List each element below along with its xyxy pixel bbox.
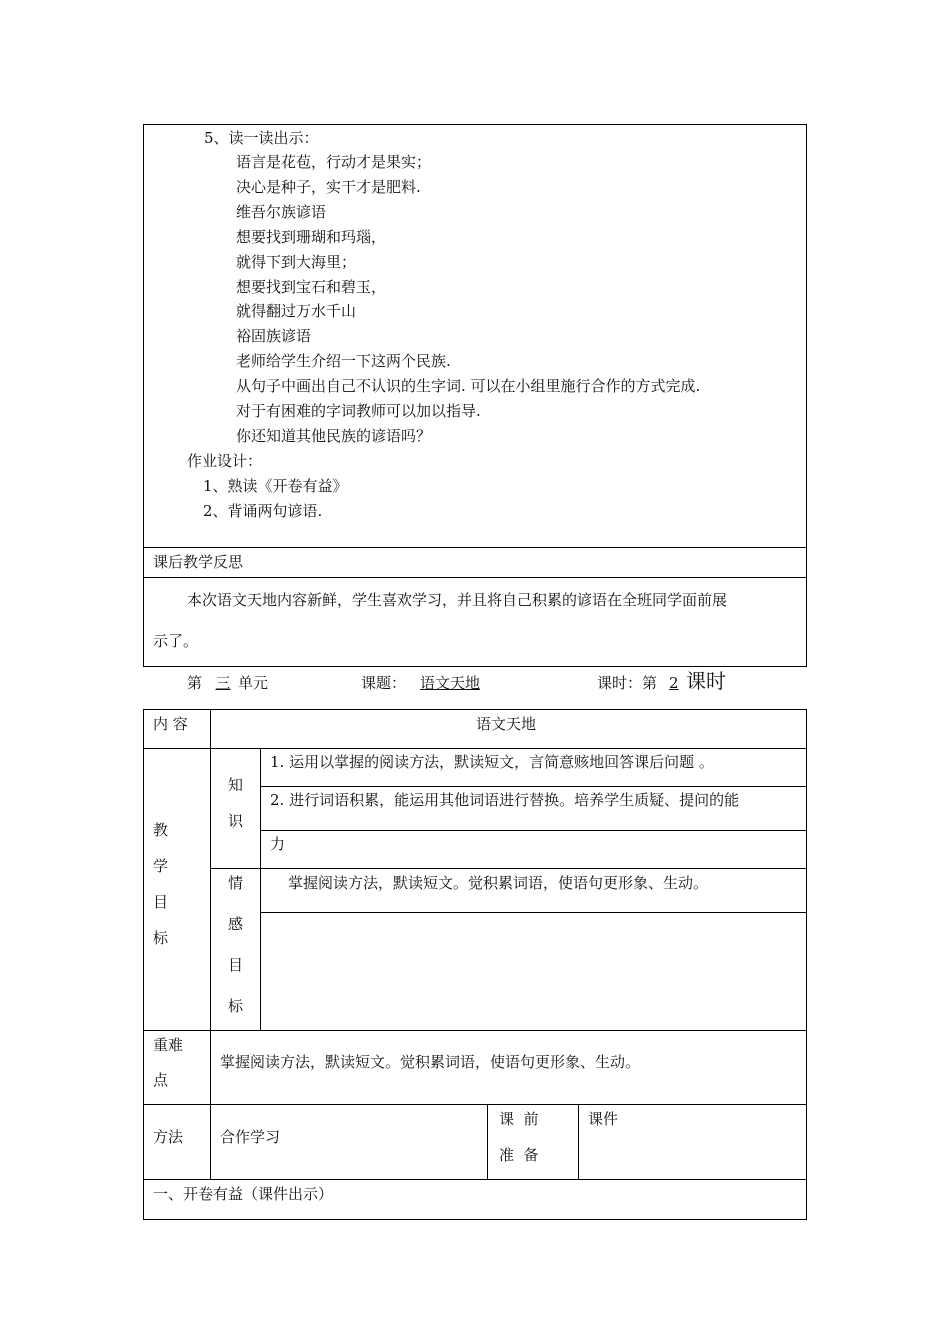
divider [578, 1104, 579, 1179]
key-label: 重难 [153, 1036, 184, 1054]
divider [260, 786, 807, 787]
text-line: 想要找到宝石和碧玉， [236, 278, 387, 296]
homework-title: 作业设计： [187, 452, 263, 470]
divider [143, 1179, 807, 1180]
divider [210, 709, 211, 1179]
divider [260, 830, 807, 831]
text-line: 从句子中画出自己不认识的生字词. 可以在小组里施行合作的方式完成. [236, 377, 701, 395]
content-label: 内 容 [153, 715, 188, 733]
emotion-label: 情 [228, 874, 244, 892]
text-line: 语言是花苞，行动才是果实； [236, 153, 432, 171]
homework-item: 2、背诵两句谚语. [203, 502, 323, 520]
text-line: 想要找到珊瑚和玛瑙， [236, 228, 387, 246]
divider [143, 577, 807, 578]
text-line: 维吾尔族谚语 [236, 203, 327, 221]
divider [143, 547, 807, 548]
divider [143, 1104, 807, 1105]
emotion-text: 掌握阅读方法，默读短文。觉积累词语，使语句更形象、生动。 [288, 874, 709, 892]
period-suffix: 课时 [686, 669, 726, 693]
key-text: 掌握阅读方法，默读短文。觉积累词语，使语句更形象、生动。 [220, 1053, 641, 1071]
knowledge-item: 2. 进行词语积累，能运用其他词语进行替换。培养学生质疑、提问的能 [270, 791, 740, 809]
knowledge-item: 1. 运用以掌握的阅读方法，默读短文，言简意赅地回答课后问题 。 [270, 753, 714, 771]
reflection-title: 课后教学反思 [153, 553, 244, 571]
section-heading: 5、读一读出示： [204, 129, 319, 147]
text-line: 你还知道其他民族的谚语吗？ [236, 427, 432, 445]
goals-label: 目 [153, 893, 169, 911]
text-line: 就得下到大海里； [236, 253, 357, 271]
reflection-text: 本次语文天地内容新鲜，学生喜欢学习，并且将自己积累的谚语在全班同学面前展 [187, 591, 728, 609]
text-line: 老师给学生介绍一下这两个民族. [236, 352, 451, 370]
method-value: 合作学习 [220, 1128, 281, 1146]
prep-label: 准 备 [499, 1146, 539, 1164]
prep-value: 课件 [588, 1110, 619, 1128]
divider [487, 1104, 488, 1179]
section-one-title: 一、开卷有益（课件出示） [153, 1185, 334, 1203]
content-value: 语文天地 [476, 715, 537, 733]
unit-value: 三 [215, 674, 231, 692]
prep-label: 课 前 [499, 1110, 539, 1128]
text-line: 对于有困难的字词教师可以加以指导. [236, 402, 481, 420]
text-line: 裕固族谚语 [236, 327, 312, 345]
text-line: 就得翻过万水千山 [236, 302, 357, 320]
goals-label: 标 [153, 929, 169, 947]
goals-label: 学 [153, 857, 169, 875]
period-value: 2 [669, 674, 679, 692]
topic-value: 语文天地 [420, 674, 481, 692]
text-line: 决心是种子，实干才是肥料. [236, 178, 421, 196]
divider [260, 748, 261, 1030]
divider [143, 748, 807, 749]
emotion-label: 感 [228, 915, 244, 933]
homework-item: 1、熟读《开卷有益》 [203, 477, 348, 495]
unit-suffix: 单元 [238, 674, 269, 692]
divider [260, 912, 807, 913]
key-label: 点 [153, 1071, 169, 1089]
divider [210, 868, 807, 869]
knowledge-label: 识 [228, 812, 244, 830]
unit-prefix: 第 [187, 674, 203, 692]
emotion-label: 目 [228, 956, 244, 974]
knowledge-item: 力 [270, 835, 286, 853]
topic-label: 课题： [361, 674, 407, 692]
divider [143, 1030, 807, 1031]
period-label: 课时：第 [597, 674, 658, 692]
method-label: 方法 [153, 1128, 184, 1146]
emotion-label: 标 [228, 997, 244, 1015]
goals-label: 教 [153, 821, 169, 839]
knowledge-label: 知 [228, 776, 244, 794]
reflection-text: 示了。 [153, 632, 199, 650]
